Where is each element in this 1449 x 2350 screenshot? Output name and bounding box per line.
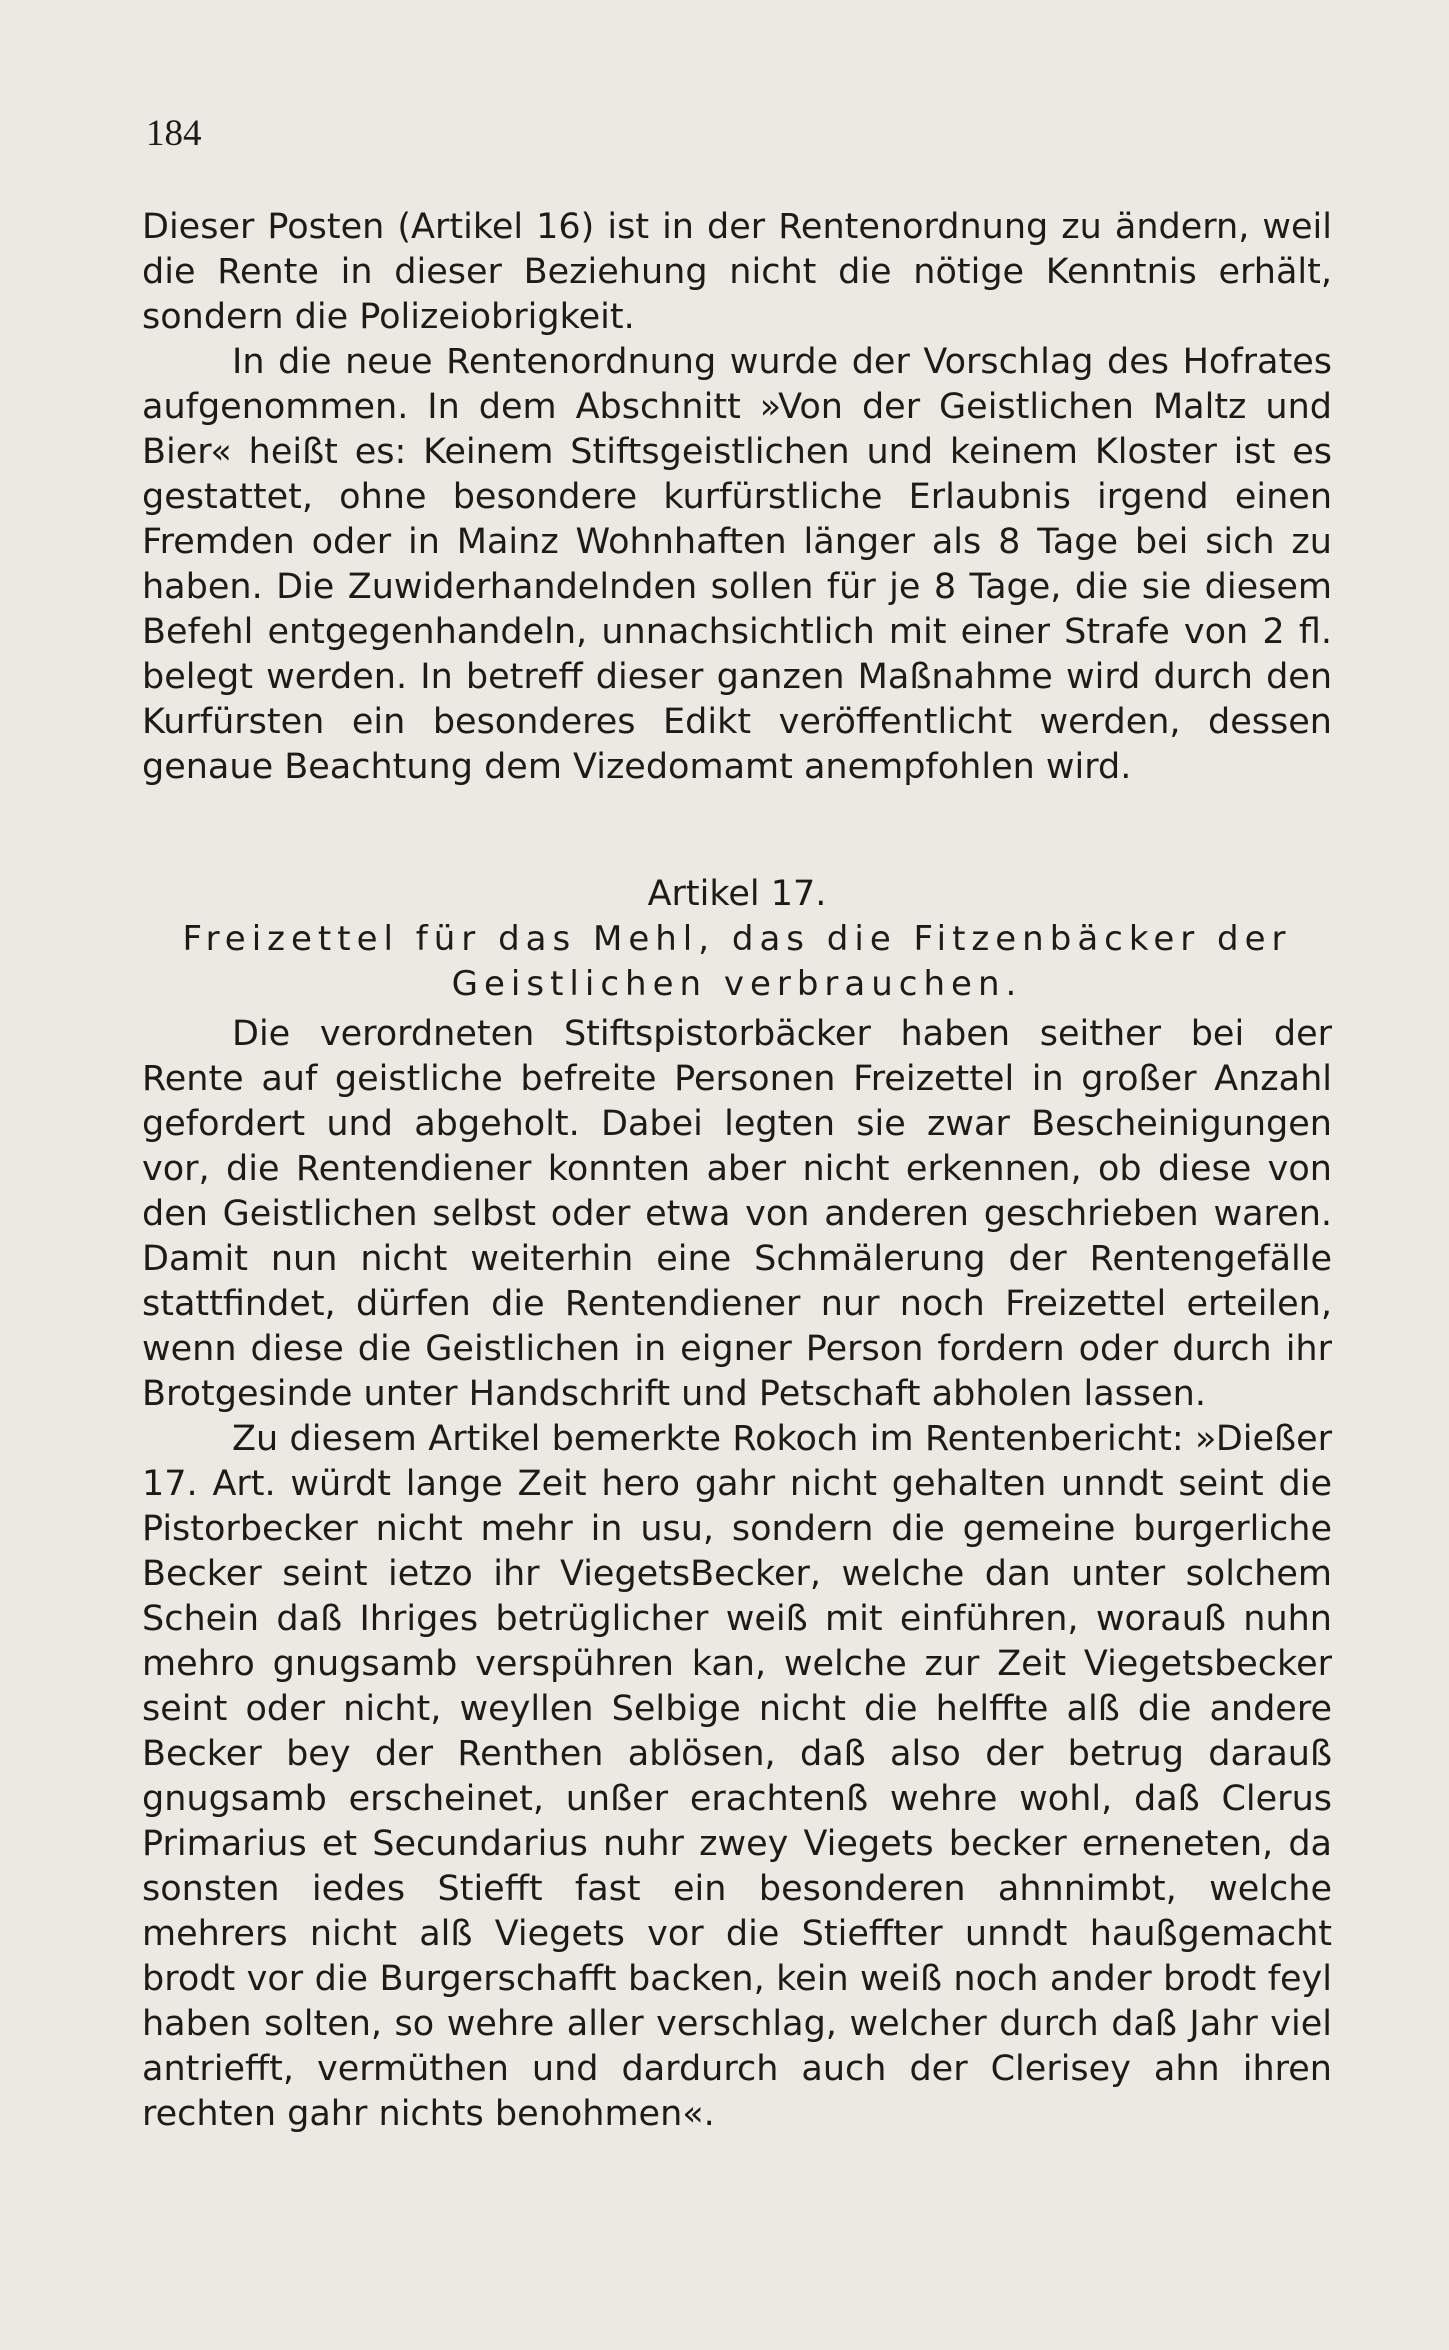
page-number: 184 xyxy=(146,113,202,154)
paragraph: In die neue Rentenordnung wurde der Vorschlag des Hofrates aufgenommen. In dem Abschnitt »Von der Geistlichen Maltz und Bier« heißt es: Keinem Stiftsgeistlichen und keinem Kloster ist es gestattet, ohne besondere kurfürstliche Erlaubnis irgend einen Fremden oder in Mainz Wohnhaften länger als 8 Tage bei sich zu haben. Die Zuwiderhandelnden sollen für je 8 Tage, die sie diesem Befehl entgegenhandeln, unnachsichtlich mit einer Strafe von 2 fl. belegt werden. In betreff dieser ganzen Maßnahme wird durch den Kurfürsten ein besonderes Edikt veröffentlicht werden, dessen genaue Beachtung dem Vizedomamt anempfohlen wird. xyxy=(142,342,1332,787)
paragraph: Die verordneten Stiftspistorbäcker haben seither bei der Rente auf geistliche befreite Personen Freizettel in großer Anzahl gefordert und abgeholt. Dabei legten sie zwar Bescheinigungen vor, die Rentendiener konnten aber nicht erkennen, ob diese von den Geistlichen selbst oder etwa von anderen geschrieben waren. Damit nun nicht weiterhin eine Schmälerung der Rentengefälle stattfindet, dürfen die Rentendiener nur noch Freizettel erteilen, wenn diese die Geistlichen in eigner Person fordern oder durch ihr Brotgesinde unter Handschrift und Petschaft abholen lassen. xyxy=(142,1014,1332,1414)
paragraph: Zu diesem Artikel bemerkte Rokoch im Rentenbericht: »Dießer 17. Art. würdt lange Zeit hero gahr nicht gehalten unndt seint die Pistorbecker nicht mehr in usu, sondern die gemeine burgerliche Becker seint ietzo ihr ViegetsBecker, welche dan unter solchem Schein daß Ihriges betrüglicher weiß mit einführen, worauß nuhn mehro gnugsamb verspühren kan, welche zur Zeit Viegetsbecker seint oder nicht, weyllen Selbige nicht die helffte alß die andere Becker bey der Renthen ablösen, daß also der betrug darauß gnugsamb erscheinet, unßer erachtenß wehre wohl, daß Clerus Primarius et Secundarius nuhr zwey Viegets becker erneneten, da sonsten iedes Stiefft fast ein besonderen ahnnimbt, welche mehrers nicht alß Viegets vor die Stieffter unndt haußgemacht brodt vor die Burgerschafft backen, kein weiß noch ander brodt feyl haben solten, so wehre aller verschlag, welcher durch daß Jahr viel antriefft, vermüthen und dardurch auch der Clerisey ahn ihren rechten gahr nichts benohmen«. xyxy=(142,1419,1332,2134)
article-title-line: Geistlichen verbrauchen. xyxy=(451,964,1023,1004)
article-title xyxy=(142,917,1332,1007)
paragraph: Dieser Posten (Artikel 16) ist in der Rentenordnung zu ändern, weil die Rente in dieser Beziehung nicht die nötige Kenntnis erhält, sondern die Polizeiobrigkeit. xyxy=(142,207,1332,337)
body-text-top xyxy=(142,205,1332,790)
article-title-line: Freizettel für das Mehl, das die Fitzenbäcker der xyxy=(182,919,1292,959)
body-text-bottom xyxy=(142,1012,1332,2137)
article-heading: Artikel 17. xyxy=(647,874,827,914)
